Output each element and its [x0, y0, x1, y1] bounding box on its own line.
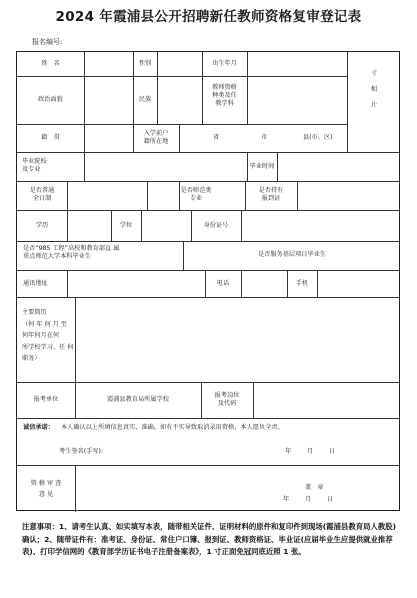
political-status-label: 政治面貌: [38, 96, 63, 103]
sign-day: 日: [329, 448, 336, 455]
dispatch-cert-label: 是否持有 报到证: [258, 187, 284, 203]
sign-year: 年: [285, 448, 292, 455]
name-label: 姓 名: [41, 60, 60, 67]
hukou-label: 入学前户 籍所在地: [143, 130, 169, 146]
ethnicity-label: 民族: [138, 96, 152, 103]
county-label: 县(市、区): [303, 134, 333, 141]
sign-month: 月: [307, 448, 314, 455]
applying-unit-label: 报考单位: [33, 396, 59, 403]
photo-label: 寸 相 片: [370, 70, 378, 109]
position-code-label: 报考岗位 及代码: [214, 392, 240, 408]
gender-label: 性别: [138, 60, 152, 67]
province-label: 省: [213, 134, 220, 141]
registration-number-label: 报名编号:: [32, 38, 63, 46]
resume-label: 主要简历 （何 年 何 月 至 何年何月在何 所学校学习、任 何 职务）: [22, 309, 74, 362]
integrity-text: 本人确认以上所填信息真实、准确。如有不实导致取消录用资格，本人愿负全责。: [61, 424, 284, 431]
registration-form-table: [16, 51, 400, 511]
teacher-cert-label: 教师资格 种类及任 教学科: [212, 84, 237, 108]
seal-label: 盖 章: [305, 484, 324, 491]
education-label: 学历: [35, 222, 49, 229]
applying-unit-value: 霞浦县教育局所属学校: [107, 396, 169, 403]
form-title: 2024 年霞浦县公开招聘新任教师资格复审登记表: [55, 9, 362, 25]
native-place-label: 籍 贯: [41, 134, 60, 141]
signature-label: 考生签名(手写):: [59, 448, 104, 455]
mobile-label: 手机: [295, 280, 309, 287]
full-time-label: 是否普通 全日制: [29, 187, 55, 203]
id-number-label: 身份证号: [203, 222, 229, 229]
phone-label: 电话: [216, 280, 230, 287]
review-day: 日: [327, 496, 334, 503]
grassroots-label: 是否服务基层项目毕业生: [257, 251, 327, 258]
instructions-note: 注意事项：1、请考生认真、如实填写本表，随带相关证件、证明材料的原件和复印件到现场(霞浦县教育局人教股)确认；2、随带证件有：准考证、身份证、常住户口簿、报到证、教师资格证、毕业证(应届毕业生应提供就业推荐表)、打印学信网的《教育部学历证书电子注册备案表》，1 寸正面免冠同底近照 1 张。: [22, 522, 397, 557]
city-label: 市: [261, 134, 268, 141]
normal-major-label: 是否师范类 专业: [180, 187, 212, 203]
graduation-time-label: 毕业时间: [249, 163, 275, 170]
review-year: 年: [283, 496, 290, 503]
degree-label: 学位: [119, 222, 133, 229]
integrity-title: 诚信承诺：: [23, 424, 54, 431]
review-opinion-label: 资 格 审 查 意 见: [30, 480, 62, 498]
project-985-label: 是否“985 工程”高校和教育部直 属 重点师范大学本科毕业生: [23, 245, 120, 261]
review-month: 月: [305, 496, 312, 503]
school-major-label: 毕业院校 及专业: [22, 158, 47, 174]
birth-date-label: 出生年月: [212, 60, 237, 67]
address-label: 通讯地址: [23, 280, 48, 287]
